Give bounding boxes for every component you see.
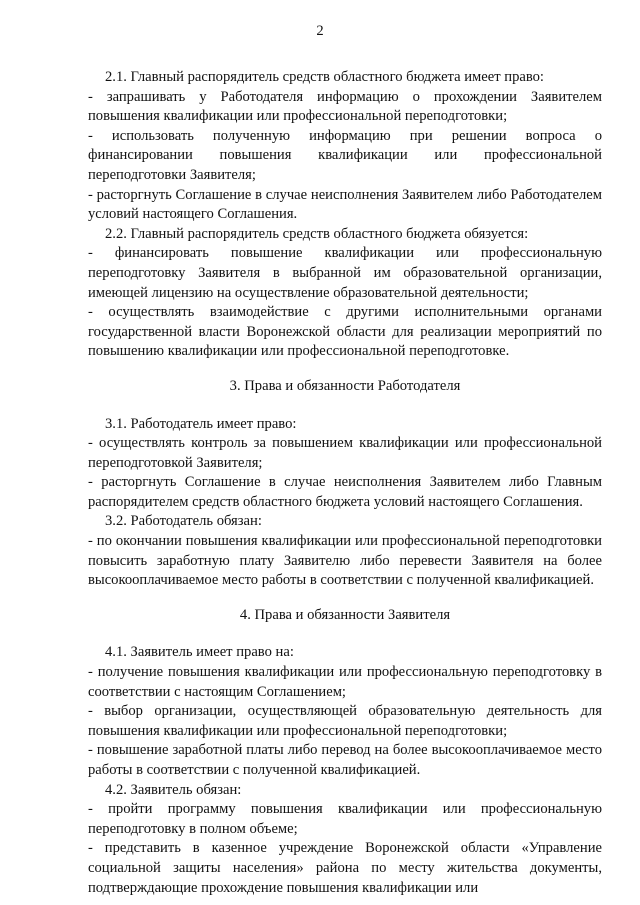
clause-4-1: 4.1. Заявитель имеет право на: — [105, 644, 294, 661]
clause-2-1-item: - расторгнуть Соглашение в случае неисполнения Заявителем либо Работодателем условий настоящего Соглашения. — [88, 186, 602, 223]
clause-2-2: 2.2. Главный распорядитель средств областного бюджета обязуется: — [105, 225, 529, 242]
page-number: 2 — [316, 23, 324, 39]
clause-4-1-item: - выбор организации, осуществляющей образовательную деятельность для повышения квалификации или профессиональной переподготовки; — [88, 703, 602, 739]
clause-4-2-item: - пройти программу повышения квалификации или профессиональную переподготовку в полном объеме; — [88, 801, 602, 837]
clause-2-1: 2.1. Главный распорядитель средств областного бюджета имеет право: — [105, 69, 544, 85]
clause-4-2: 4.2. Заявитель обязан: — [105, 781, 242, 798]
clause-3-1-item: - расторгнуть Соглашение в случае неисполнения Заявителем либо Главным распорядителем средств областного бюджета условий настоящего Соглашения. — [88, 474, 602, 510]
clause-2-1-item: - использовать полученную информацию при решении вопроса о финансировании повышения квалификации или профессиональной переподготовки Заявителя; — [88, 127, 602, 183]
clause-2-2-item: - осуществлять взаимодействие с другими исполнительными органами государственной власти Воронежской области для реализации мероприятий по повышению квалификации или профессиональной переподготовке. — [88, 304, 602, 360]
clause-4-2-item: - представить в казенное учреждение Воронежской области «Управление социальной защиты населения» района по месту жительства документы, подтверждающие прохождение повышения квалификации или — [88, 840, 602, 896]
clause-3-2: 3.2. Работодатель обязан: — [105, 513, 262, 530]
clause-3-1: 3.1. Работодатель имеет право: — [105, 415, 297, 432]
clause-3-1-item: - осуществлять контроль за повышением квалификации или профессиональной переподготовкой Заявителя; — [88, 435, 602, 471]
clause-4-1-item: - повышение заработной платы либо перевод на более высокооплачиваемое место работы в соответствии с полученной квалификацией. — [88, 742, 602, 778]
clause-3-2-item: - по окончании повышения квалификации или профессиональной переподготовки повысить заработную плату Заявителю либо перевести Заявителя на более высокооплачиваемое место работы в соответствии с полученной квалификацией. — [88, 533, 602, 589]
section-heading-3: 3. Права и обязанности Работодателя — [229, 377, 461, 394]
section-heading-4: 4. Права и обязанности Заявителя — [239, 606, 451, 623]
clause-4-1-item: - получение повышения квалификации или профессиональную переподготовку в соответствии с настоящим Соглашением; — [88, 664, 602, 700]
document-body — [88, 68, 602, 898]
clause-2-1-item: - запрашивать у Работодателя информацию о прохождении Заявителем повышения квалификации или профессиональной переподготовки; — [88, 88, 602, 125]
clause-2-2-item: - финансировать повышение квалификации или профессиональную переподготовку Заявителя в выбранной им образовательной организации, имеющей лицензию на осуществление образовательной деятельности; — [88, 245, 602, 301]
